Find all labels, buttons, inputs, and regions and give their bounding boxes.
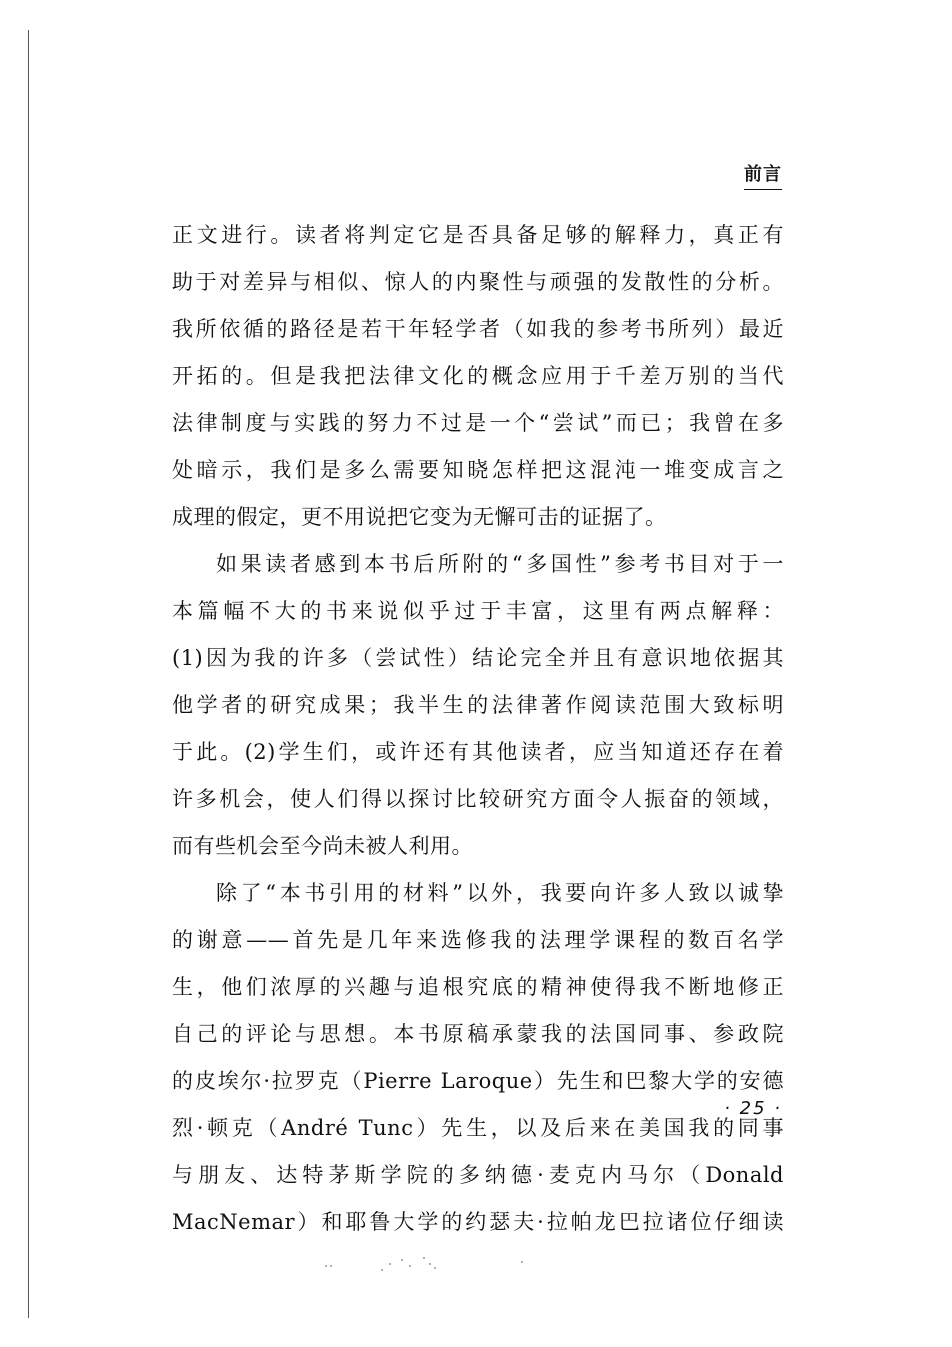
running-header	[744, 160, 782, 186]
paragraph-2	[172, 541, 784, 870]
text-line: 助于对差异与相似、惊人的内聚性与顽强的发散性的分析。	[172, 270, 784, 294]
text-line: (1)因为我的许多（尝试性）结论完全并且有意识地依据其	[172, 646, 784, 670]
text-line: 我所依循的路径是若干年轻学者（如我的参考书所列）最近	[172, 317, 784, 341]
running-header-title: 前言	[744, 164, 782, 185]
text-line: 本篇幅不大的书来说似乎过于丰富，这里有两点解释：	[172, 599, 784, 623]
text-line: 而有些机会至今尚未被人利用。	[172, 834, 473, 858]
text-line: 处暗示，我们是多么需要知晓怎样把这混沌一堆变成言之	[172, 458, 784, 482]
text-line: 除了“本书引用的材料”以外，我要向许多人致以诚挚	[216, 881, 784, 905]
text-line: 的皮埃尔·拉罗克（Pierre Laroque）先生和巴黎大学的安德	[172, 1069, 784, 1093]
text-line: 与朋友、达特茅斯学院的多纳德·麦克内马尔（Donald	[172, 1163, 784, 1187]
text-line: 烈·顿克（André Tunc）先生，以及后来在美国我的同事	[172, 1116, 784, 1140]
text-line: 成理的假定，更不用说把它变为无懈可击的证据了。	[172, 505, 667, 529]
text-line: 生，他们浓厚的兴趣与追根究底的精神使得我不断地修正	[172, 975, 784, 999]
running-header-rule	[744, 189, 782, 190]
text-line: 他学者的研究成果；我半生的法律著作阅读范围大致标明	[172, 693, 784, 717]
text-line: 的谢意——首先是几年来选修我的法理学课程的数百名学	[172, 928, 784, 952]
scan-noise-specks	[320, 1250, 540, 1280]
text-line: MacNemar）和耶鲁大学的约瑟夫·拉帕龙巴拉诸位仔细读	[172, 1210, 784, 1234]
paragraph-1	[172, 212, 784, 541]
text-line: 正文进行。读者将判定它是否具备足够的解释力，真正有	[172, 223, 784, 247]
text-line: 法律制度与实践的努力不过是一个“尝试”而已；我曾在多	[172, 411, 784, 435]
page-number: · 25 ·	[724, 1098, 782, 1119]
body-text	[172, 212, 784, 1246]
paragraph-3	[172, 870, 784, 1246]
text-line: 于此。(2)学生们，或许还有其他读者，应当知道还存在着	[172, 740, 784, 764]
page-binding-edge	[28, 30, 29, 1318]
text-line: 许多机会，使人们得以探讨比较研究方面令人振奋的领域，	[172, 787, 784, 811]
text-line: 如果读者感到本书后所附的“多国性”参考书目对于一	[216, 552, 784, 576]
text-line: 自己的评论与思想。本书原稿承蒙我的法国同事、参政院	[172, 1022, 784, 1046]
text-line: 开拓的。但是我把法律文化的概念应用于千差万别的当代	[172, 364, 784, 388]
